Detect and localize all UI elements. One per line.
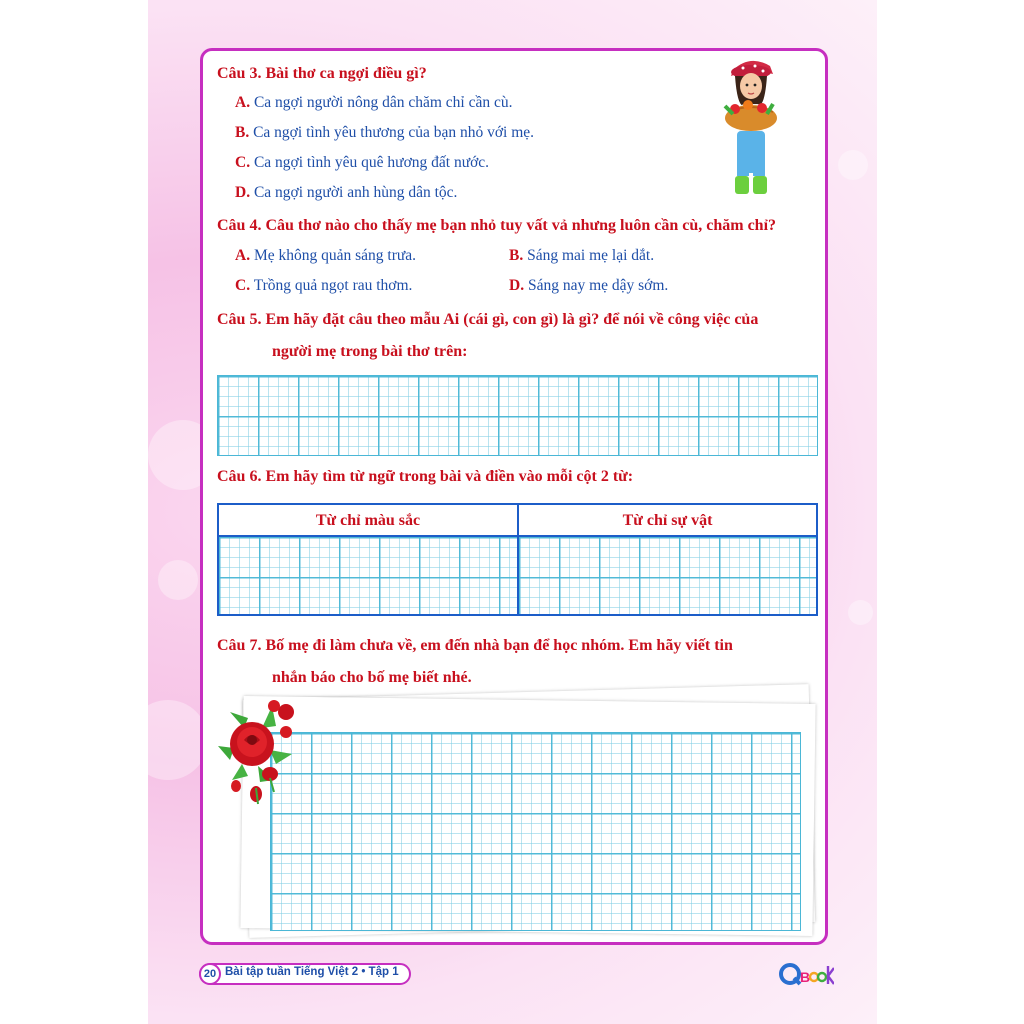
- book-title: Bài tập tuần Tiếng Việt 2 • Tập 1: [225, 966, 399, 978]
- question-4-title: Câu 4. Câu thơ nào cho thấy mẹ bạn nhỏ tuy vất vả nhưng luôn cần cù, chăm chỉ?: [217, 217, 777, 234]
- q3-option-a[interactable]: A. Ca ngợi người nông dân chăm chỉ cần cù.: [235, 94, 513, 111]
- question-5-title: Câu 5. Em hãy đặt câu theo mẫu Ai (cái gì, con gì) là gì? để nói về công việc của: [217, 311, 759, 328]
- page-number: 20: [199, 963, 221, 985]
- question-7-title-cont: nhắn báo cho bố mẹ biết nhé.: [272, 669, 472, 686]
- q4-option-c[interactable]: C. Trồng quả ngọt rau thơm.: [235, 277, 413, 294]
- q3-option-c[interactable]: C. Ca ngợi tình yêu quê hương đất nước.: [235, 154, 490, 171]
- qbook-logo: [778, 956, 834, 990]
- farmer-girl-illustration: [715, 52, 785, 200]
- rose-decoration: [214, 688, 306, 810]
- q6-grid-colors[interactable]: [219, 537, 517, 614]
- q6-answer-table: [217, 503, 818, 616]
- q4-option-d[interactable]: D. Sáng nay mẹ dậy sớm.: [509, 277, 669, 294]
- question-5-title-cont: người mẹ trong bài thơ trên:: [272, 343, 468, 360]
- q6-grid-things[interactable]: [519, 537, 816, 614]
- q3-option-b[interactable]: B. Ca ngợi tình yêu thương của bạn nhỏ với mẹ.: [235, 124, 535, 141]
- question-7-title: Câu 7. Bố mẹ đi làm chưa về, em đến nhà bạn để học nhóm. Em hãy viết tin: [217, 637, 733, 654]
- qbook-logo-text: B: [800, 969, 811, 985]
- q4-option-b[interactable]: B. Sáng mai mẹ lại dắt.: [509, 247, 655, 264]
- q4-option-a[interactable]: A. Mẹ không quản sáng trưa.: [235, 247, 417, 264]
- question-3-title: Câu 3. Bài thơ ca ngợi điều gì?: [217, 65, 427, 82]
- column-divider: [517, 505, 519, 614]
- question-6-title: Câu 6. Em hãy tìm từ ngữ trong bài và điền vào mỗi cột 2 từ:: [217, 468, 634, 485]
- q5-writing-grid[interactable]: [217, 375, 818, 456]
- q3-option-d[interactable]: D. Ca ngợi người anh hùng dân tộc.: [235, 184, 458, 201]
- column-header-things: Từ chỉ sự vật: [519, 505, 816, 537]
- column-header-colors: Từ chỉ màu sắc: [219, 505, 517, 537]
- q7-message-grid[interactable]: [270, 732, 801, 931]
